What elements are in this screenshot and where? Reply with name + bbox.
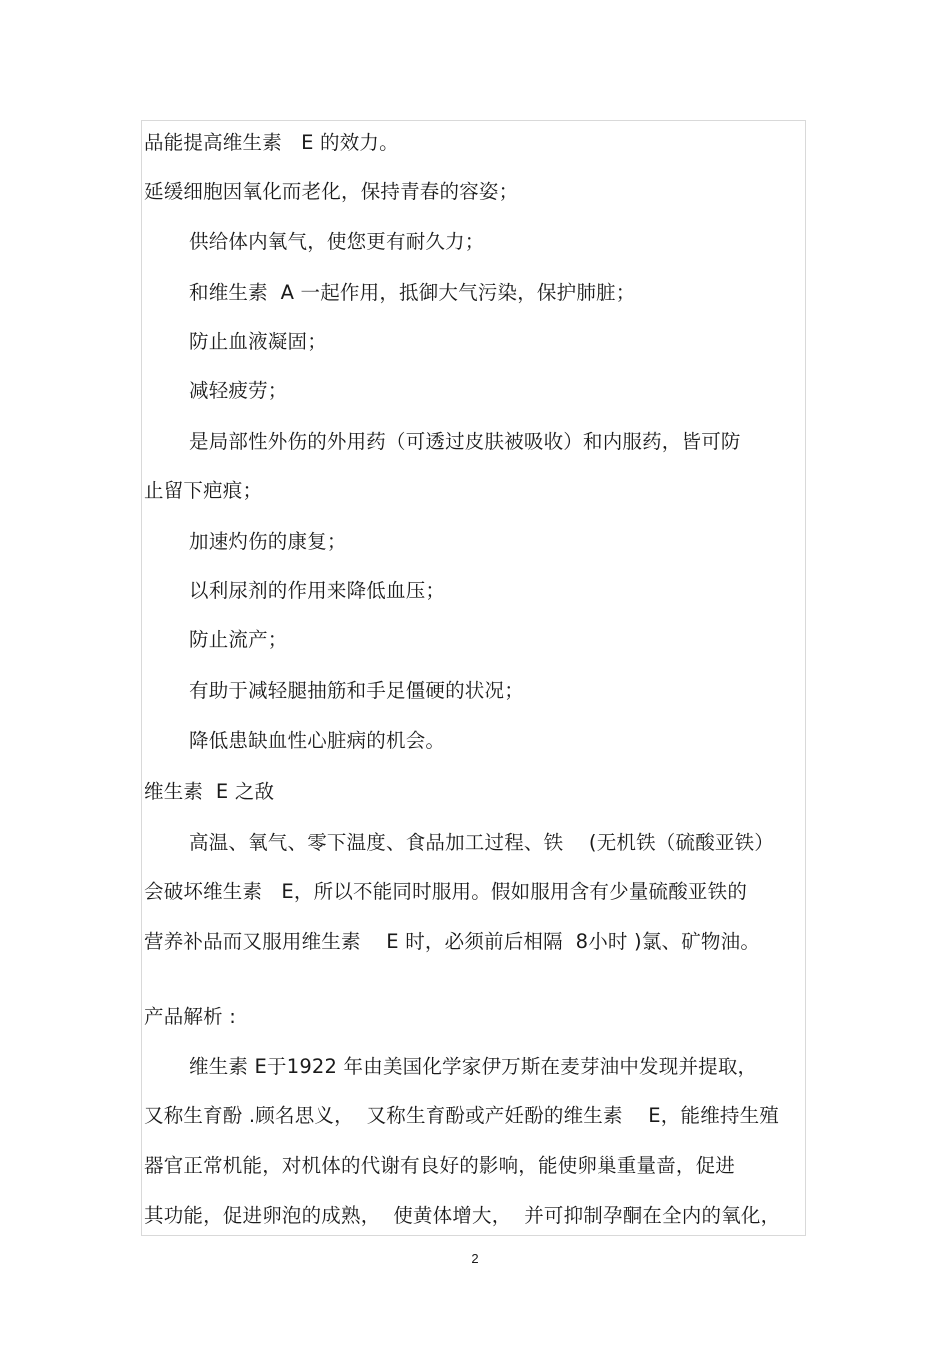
text-line: 其功能，促进卵泡的成熟， 使黄体增大， 并可抑制孕酮在全内的氧化， (144, 1204, 781, 1227)
text-line: 降低患缺血性心脏病的机会。 (189, 729, 446, 752)
section-heading: 维生素 E 之敌 (144, 780, 275, 803)
section-heading: 产品解析 : (144, 1005, 236, 1028)
text-line: 以利尿剂的作用来降低血压； (189, 579, 446, 602)
text-line: 延缓细胞因氧化而老化，保持青春的容姿； (144, 180, 519, 203)
text-line: 又称生育酚 .顾名思义， 又称生育酚或产妊酚的维生素 E，能维持生殖 (144, 1104, 780, 1127)
text-line: 维生素 E于1922 年由美国化学家伊万斯在麦芽油中发现并提取， (189, 1055, 758, 1078)
text-line: 品能提高维生素 E 的效力。 (144, 131, 399, 154)
text-line: 高温、氧气、零下温度、食品加工过程、铁 (无机铁（硫酸亚铁） (189, 831, 775, 854)
text-line: 防止流产； (189, 628, 288, 651)
text-line: 止留下疤痕； (144, 479, 263, 502)
text-line: 营养补品而又服用维生素 E 时，必须前后相隔 8小时 )氯、矿物油。 (144, 930, 761, 953)
text-line: 加速灼伤的康复； (189, 530, 347, 553)
text-line: 有助于减轻腿抽筋和手足僵硬的状况； (189, 679, 524, 702)
text-line: 供给体内氧气，使您更有耐久力； (189, 230, 485, 253)
text-line: 和维生素 A 一起作用，抵御大气污染，保护肺脏； (189, 281, 636, 304)
text-line: 器官正常机能，对机体的代谢有良好的影响，能使卵巢重量啬，促进 (144, 1154, 736, 1177)
text-line: 会破坏维生素 E，所以不能同时服用。假如服用含有少量硫酸亚铁的 (144, 880, 748, 903)
text-line: 减轻疲劳； (189, 379, 288, 402)
page-number: 2 (471, 1251, 479, 1266)
text-line: 防止血液凝固； (189, 330, 327, 353)
text-line: 是局部性外伤的外用药（可透过皮肤被吸收）和内服药，皆可防 (189, 430, 741, 453)
